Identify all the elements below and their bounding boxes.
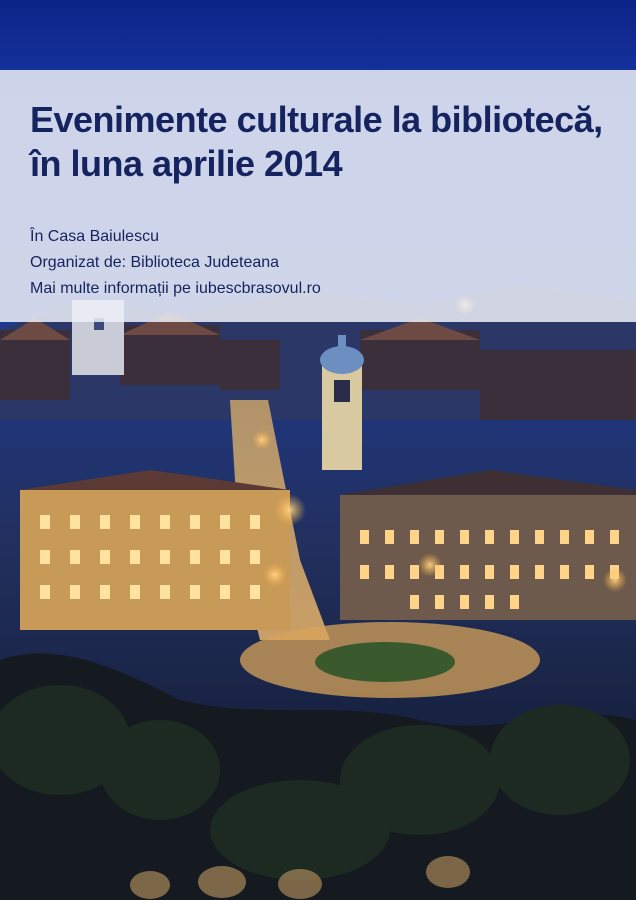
event-title (30, 98, 610, 186)
event-more-info: Mai multe informații pe iubescbrasovul.ro (30, 280, 321, 297)
event-title-line-1: Evenimente culturale la bibliotecă, (30, 99, 603, 140)
event-location: În Casa Baiulescu (30, 228, 159, 245)
event-details (30, 224, 321, 302)
event-organizer: Organizat de: Biblioteca Judeteana (30, 254, 280, 271)
top-color-band (0, 0, 636, 70)
event-title-line-2: în luna aprilie 2014 (30, 143, 343, 184)
